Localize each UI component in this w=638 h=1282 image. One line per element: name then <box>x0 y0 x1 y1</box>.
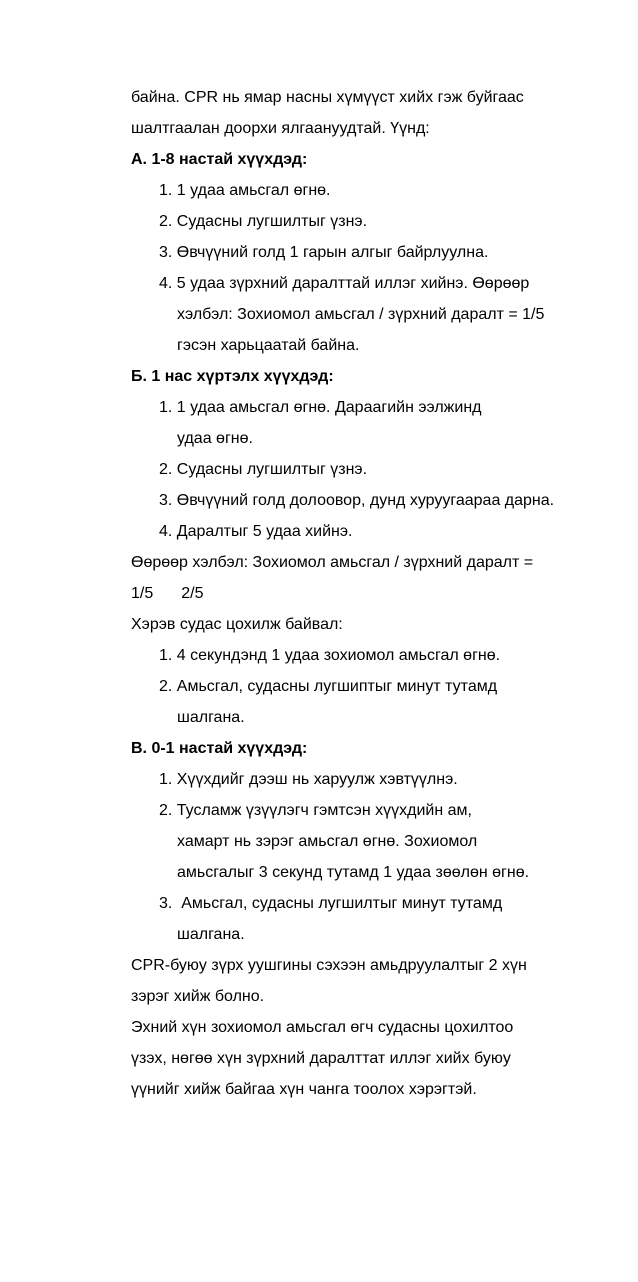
list-item <box>159 770 458 790</box>
closing-line: Эхний хүн зохиомол амьсгал өгч судасны цохилтоо <box>131 1019 514 1036</box>
list-item <box>159 274 529 294</box>
item-text: Өвчүүний голд долоовор, дунд хуруугаараа дарна. <box>176 492 555 509</box>
item-number: 1. <box>159 771 173 788</box>
pulse-text: Хэрэв судас цохилж байвал: <box>131 616 343 633</box>
item-number: 2. <box>159 802 173 819</box>
list-item <box>159 894 502 914</box>
item-text: Даралтыг 5 удаа хийнэ. <box>176 523 353 540</box>
item-number: 4. <box>159 523 173 540</box>
item-text-continuation: шалгана. <box>177 709 245 726</box>
item-number: 1. <box>159 182 173 199</box>
item-number: 1. <box>159 647 173 664</box>
closing-line: үзэх, нөгөө хүн зүрхний даралттат иллэг хийх буюу <box>131 1050 511 1067</box>
section-c-heading: В. 0-1 настай хүүхдэд: <box>131 740 308 757</box>
ratio-text: Өөрөөр хэлбэл: Зохиомол амьсгал / зүрхний даралт = <box>131 554 534 571</box>
item-text: Амьсгал, судасны лугшиптыг минут тутамд <box>176 678 498 695</box>
item-text: 5 удаа зүрхний даралттай иллэг хийнэ. Өөрөөр <box>176 275 530 292</box>
item-text: 1 удаа амьсгал өгнө. Дараагийн ээлжинд <box>176 399 482 416</box>
item-number: 3. <box>159 244 173 261</box>
list-item <box>159 677 497 697</box>
intro-line-1: байна. CPR нь ямар насны хүмүүст хийх гэж буйгаас <box>131 89 524 106</box>
item-number: 3. <box>159 492 173 509</box>
section-b-heading: Б. 1 нас хүртэлх хүүхдэд: <box>131 368 334 385</box>
item-text: Тусламж үзүүлэгч гэмтсэн хүүхдийн ам, <box>176 802 472 819</box>
section-a-heading: А. 1-8 настай хүүхдэд: <box>131 151 308 168</box>
list-item <box>159 398 482 418</box>
ratio-values <box>131 584 204 604</box>
item-number: 1. <box>159 399 173 416</box>
item-text-continuation: хамарт нь зэрэг амьсгал өгнө. Зохиомол <box>177 833 478 850</box>
list-item <box>159 522 352 542</box>
item-text: 1 удаа амьсгал өгнө. <box>176 182 331 199</box>
item-text-continuation: шалгана. <box>177 926 245 943</box>
item-number: 4. <box>159 275 173 292</box>
list-item <box>159 491 554 511</box>
item-text-continuation: гэсэн харьцаатай байна. <box>177 337 360 354</box>
list-item <box>159 460 367 480</box>
item-number: 2. <box>159 461 173 478</box>
item-number: 2. <box>159 213 173 230</box>
ratio-value-a: 1/5 <box>131 585 154 602</box>
closing-line: CPR-буюу зүрх уушгины сэхээн амьдруулалтыг 2 хүн <box>131 957 527 974</box>
list-item <box>159 243 488 263</box>
list-item <box>159 646 500 666</box>
closing-line: үүнийг хийж байгаа хүн чанга тоолох хэрэгтэй. <box>131 1081 477 1098</box>
list-item <box>159 801 472 821</box>
item-number: 2. <box>159 678 173 695</box>
list-item <box>159 181 331 201</box>
item-text-continuation: хэлбэл: Зохиомол амьсгал / зүрхний даралт = 1/5 <box>177 306 545 323</box>
item-text-continuation: амьсгалыг 3 секунд тутамд 1 удаа зөөлөн өгнө. <box>177 864 530 881</box>
ratio-value-b: 2/5 <box>181 585 204 602</box>
item-text-continuation: удаа өгнө. <box>177 430 253 447</box>
item-text: 4 секундэнд 1 удаа зохиомол амьсгал өгнө. <box>176 647 501 664</box>
item-text: Судасны лугшилтыг үзнэ. <box>176 213 368 230</box>
intro-line-2: шалтгаалан доорхи ялгаануудтай. Үүнд: <box>131 120 430 137</box>
item-text: Хүүхдийг дээш нь харуулж хэвтүүлнэ. <box>176 771 458 788</box>
item-text: Судасны лугшилтыг үзнэ. <box>176 461 368 478</box>
closing-line: зэрэг хийж болно. <box>131 988 265 1005</box>
list-item <box>159 212 367 232</box>
item-number: 3. <box>159 895 173 912</box>
item-text: Өвчүүний голд 1 гарын алгыг байрлуулна. <box>176 244 489 261</box>
item-text: Амьсгал, судасны лугшилтыг минут тутамд <box>181 895 503 912</box>
